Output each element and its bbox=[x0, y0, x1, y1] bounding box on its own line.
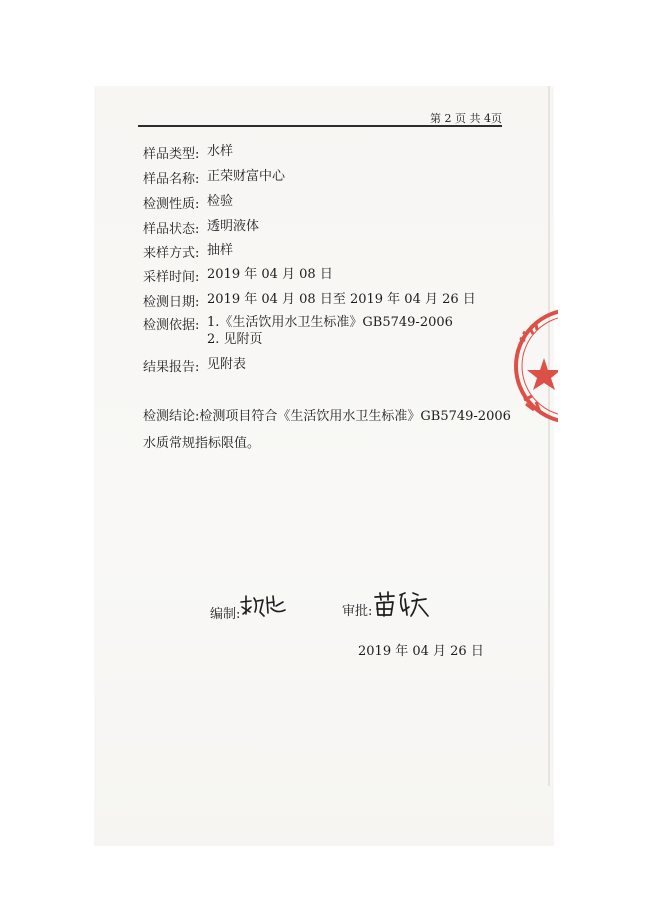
field-label: 来样方式: bbox=[143, 246, 200, 261]
official-seal-stamp bbox=[506, 300, 558, 430]
field-sample-type bbox=[143, 143, 233, 162]
field-sample-state bbox=[143, 218, 259, 237]
field-label: 结果报告: bbox=[143, 360, 200, 375]
signature-date: 2019 年 04 月 26 日 bbox=[358, 644, 484, 659]
field-sampling-method bbox=[143, 242, 233, 261]
compiled-by-label: 编制: bbox=[210, 607, 241, 622]
field-value: 2019 年 04 月 08 日 bbox=[207, 267, 333, 282]
conclusion-text: 检测项目符合《生活饮用水卫生标准》GB5749-2006 bbox=[199, 409, 511, 424]
field-label: 检测日期: bbox=[143, 295, 200, 310]
field-value: 见附表 bbox=[207, 357, 247, 372]
field-value: 抽样 bbox=[207, 243, 234, 258]
field-label: 样品名称: bbox=[143, 172, 200, 187]
test-conclusion bbox=[143, 403, 523, 457]
approved-by-label: 审批: bbox=[342, 604, 373, 619]
field-value: 水样 bbox=[207, 144, 234, 159]
field-test-dates bbox=[143, 291, 476, 310]
field-value bbox=[207, 314, 453, 348]
field-value: 2019 年 04 月 08 日至 2019 年 04 月 26 日 bbox=[207, 292, 476, 307]
field-label: 采样时间: bbox=[143, 270, 200, 285]
conclusion-text-line2: 水质常规指标限值。 bbox=[143, 436, 261, 451]
field-label: 样品状态: bbox=[143, 222, 200, 237]
field-label: 样品类型: bbox=[143, 147, 200, 162]
page-indicator: 第 2 页 共 4页 bbox=[430, 112, 502, 125]
field-result-report bbox=[143, 356, 246, 375]
field-value: 透明液体 bbox=[207, 219, 260, 234]
field-label: 检测性质: bbox=[143, 197, 200, 212]
page-edge-shadow bbox=[548, 86, 550, 786]
field-label: 检测依据: bbox=[143, 318, 200, 333]
field-sample-name bbox=[143, 168, 285, 187]
field-value: 正荣财富中心 bbox=[207, 169, 286, 184]
conclusion-label: 检测结论: bbox=[143, 409, 200, 424]
approved-by-signature bbox=[372, 589, 432, 619]
field-sampling-time bbox=[143, 266, 333, 285]
field-value: 检验 bbox=[207, 194, 234, 209]
header-rule bbox=[138, 125, 502, 127]
field-test-basis bbox=[143, 314, 453, 348]
basis-line-2: 2. 见附页 bbox=[207, 332, 263, 347]
basis-line-1: 1.《生活饮用水卫生标准》GB5749-2006 bbox=[207, 315, 453, 330]
compiled-by-signature bbox=[238, 592, 290, 618]
field-test-nature bbox=[143, 193, 233, 212]
